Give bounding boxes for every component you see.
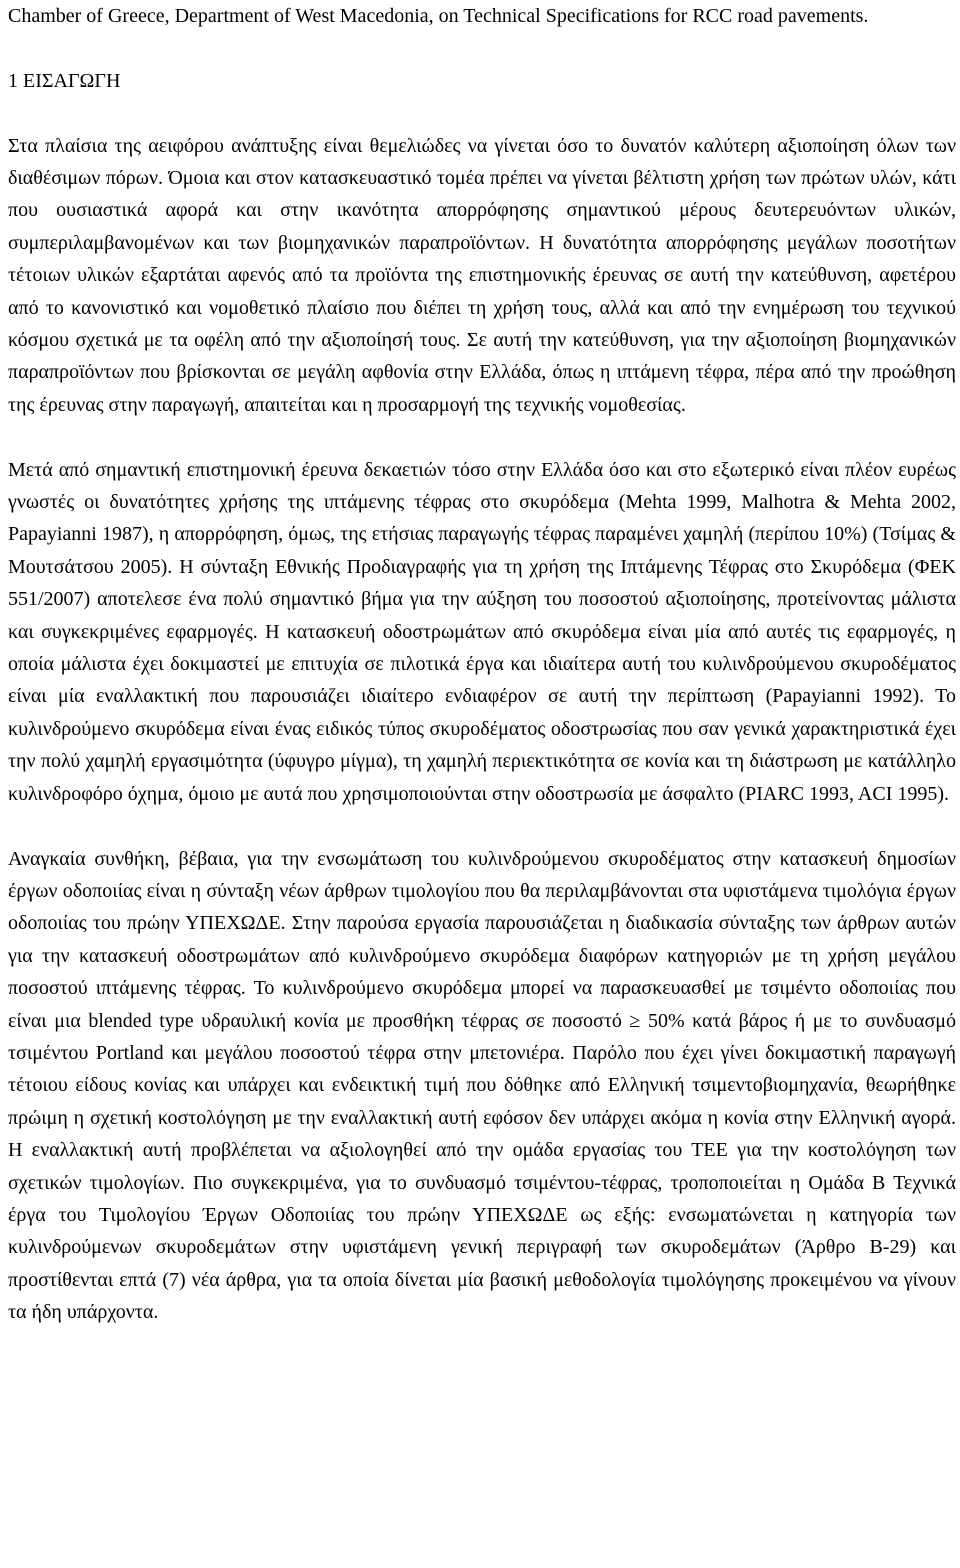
paragraph-sustainability: Στα πλαίσια της αειφόρου ανάπτυξης είναι θεμελιώδες να γίνεται όσο το δυνατόν καλύτερη αξιοποίηση όλων των διαθέσιμων πόρων. Όμοια και στον κατασκευαστικό τομέα πρέπει να γίνεται βέλτιστη χρήση των πρώτων υλών, κάτι που ουσιαστικά αφορά και στην ικανότητα απορρόφησης σημαντικού μέρους δευτερευόντων υλικών, συμπεριλαμβανομένων και των βιομηχανικών παραπροϊόντων. Η δυνατότητα απορρόφησης μεγάλων ποσοτήτων τέτοιων υλικών εξαρτάται αφενός από τα προϊόντα της επιστημονικής έρευνας σε αυτή την κατεύθυνση, αφετέρου από το κανονιστικό και νομοθετικό πλαίσιο που διέπει τη χρήση τους, αλλά και από την ενημέρωση του τεχνικού κόσμου σχετικά με τα οφέλη από την αξιοποίησή τους. Σε αυτή την κατεύθυνση, για την αξιοποίηση βιομηχανικών παραπροϊόντων που βρίσκονται σε μεγάλη αφθονία στην Ελλάδα, όπως η ιπτάμενη τέφρα, πέρα από την προώθηση της έρευνας στην παραγωγή, απαιτείται και η προσαρμογή της τεχνικής νομοθεσίας. xyxy=(8,134,956,416)
intro-fragment: Chamber of Greece, Department of West Macedonia, on Technical Specifications for RCC road pavements. xyxy=(8,5,869,27)
spacer xyxy=(8,810,956,842)
document-page xyxy=(8,0,956,1329)
spacer xyxy=(8,32,956,64)
section-heading: 1 ΕΙΣΑΓΩΓΗ xyxy=(8,69,121,92)
spacer xyxy=(8,421,956,453)
paragraph-fly-ash-research: Μετά από σημαντική επιστημονική έρευνα δεκαετιών τόσο στην Ελλάδα όσο και στο εξωτερικό είναι πλέον ευρέως γνωστές οι δυνατότητες χρήσης της ιπτάμενης τέφρας στο σκυρόδεμα (Mehta 1999, Malhotra & Mehta 2002, Papayianni 1987), η απορρόφηση, όμως, της ετήσιας παραγωγής τέφρας παραμένει χαμηλή (περίπου 10%) (Τσίμας & Μουτσάτσου 2005). Η σύνταξη Εθνικής Προδιαγραφής για τη χρήση της Ιπτάμενης Τέφρας στο Σκυρόδεμα (ΦΕΚ 551/2007) αποτελεσε ένα πολύ σημαντικό βήμα για την αύξηση του ποσοστού αξιοποίησης, προτείνοντας μάλιστα και συγκεκριμένες εφαρμογές. Η κατασκευή οδοστρωμάτων από σκυρόδεμα είναι μία από αυτές τις εφαρμογές, η οποία μάλιστα έχει δοκιμαστεί με επιτυχία σε πιλοτικά έργα και ιδιαίτερα αυτή του κυλινδρούμενου σκυροδέματος είναι μία εναλλακτική που παρουσιάζει ιδιαίτερο ενδιαφέρον σε αυτή την περίπτωση (Papayianni 1992). Το κυλινδρούμενο σκυρόδεμα είναι ένας ειδικός τύπος σκυροδέματος οδοστρωσίας που σαν γενικά χαρακτηριστικά έχει την πολύ χαμηλή εργασιμότητα (ύφυγρο μίγμα), τη χαμηλή περιεκτικότητα σε κονία και τη διάστρωση με κατάλληλο κυλινδροφόρο όχημα, όμοιο με αυτά που χρησιμοποιούνται στην οδοστρωσία με άσφαλτο (PIARC 1993, ACI 1995). xyxy=(8,458,956,805)
spacer xyxy=(8,97,956,129)
paragraph-price-articles: Αναγκαία συνθήκη, βέβαια, για την ενσωμάτωση του κυλινδρούμενου σκυροδέματος στην κατασκευή δημοσίων έργων οδοποιίας είναι η σύνταξη νέων άρθρων τιμολογίου που θα περιλαμβάνονται στα υφιστάμενα τιμολόγια έργων οδοποιίας του πρώην ΥΠΕΧΩΔΕ. Στην παρούσα εργασία παρουσιάζεται η διαδικασία σύνταξης των άρθρων αυτών για την κατασκευή οδοστρωμάτων από κυλινδρούμενο σκυρόδεμα διαφόρων κατηγοριών με τη χρήση μεγάλου ποσοστού ιπτάμενης τέφρας. Το κυλινδρούμενο σκυρόδεμα μπορεί να παρασκευασθεί με τσιμέντο οδοποιίας που είναι μια blended type υδραυλική κονία με προσθήκη τέφρας σε ποσοστό ≥ 50% κατά βάρος ή με το συνδυασμό τσιμέντου Portland και μεγάλου ποσοστού τέφρα στην μπετονιέρα. Παρόλο που έχει γίνει δοκιμαστική παραγωγή τέτοιου είδους κονίας και υπάρχει και ενδεικτική τιμή που δόθηκε από Ελληνική τσιμεντοβιομηχανία, θεωρήθηκε πρώιμη η σχετική κοστολόγηση με την εναλλακτική αυτή εφόσον δεν υπάρχει ακόμα η κονία στην Ελληνική αγορά. Η εναλλακτική αυτή προβλέπεται να αξιολογηθεί από την ομάδα εργασίας του ΤΕΕ για την κοστολόγηση των σχετικών τιμολογίων. Πιο συγκεκριμένα, για το συνδυασμό τσιμέντου-τέφρας, τροποποιείται η Ομάδα Β Τεχνικά έργα του Τιμολογίου Έργων Οδοποιίας του πρώην ΥΠΕΧΩΔΕ ως εξής: ενσωματώνεται η κατηγορία των κυλινδρούμενων σκυροδεμάτων στην υφιστάμενη γενική περιγραφή των σκυροδεμάτων (Άρθρο Β-29) και προστίθενται επτά (7) νέα άρθρα, για τα οποία δίνεται μία βασική μεθοδολογία τιμολόγησης προκειμένου να γίνουν τα ήδη υπάρχοντα. xyxy=(8,847,956,1324)
